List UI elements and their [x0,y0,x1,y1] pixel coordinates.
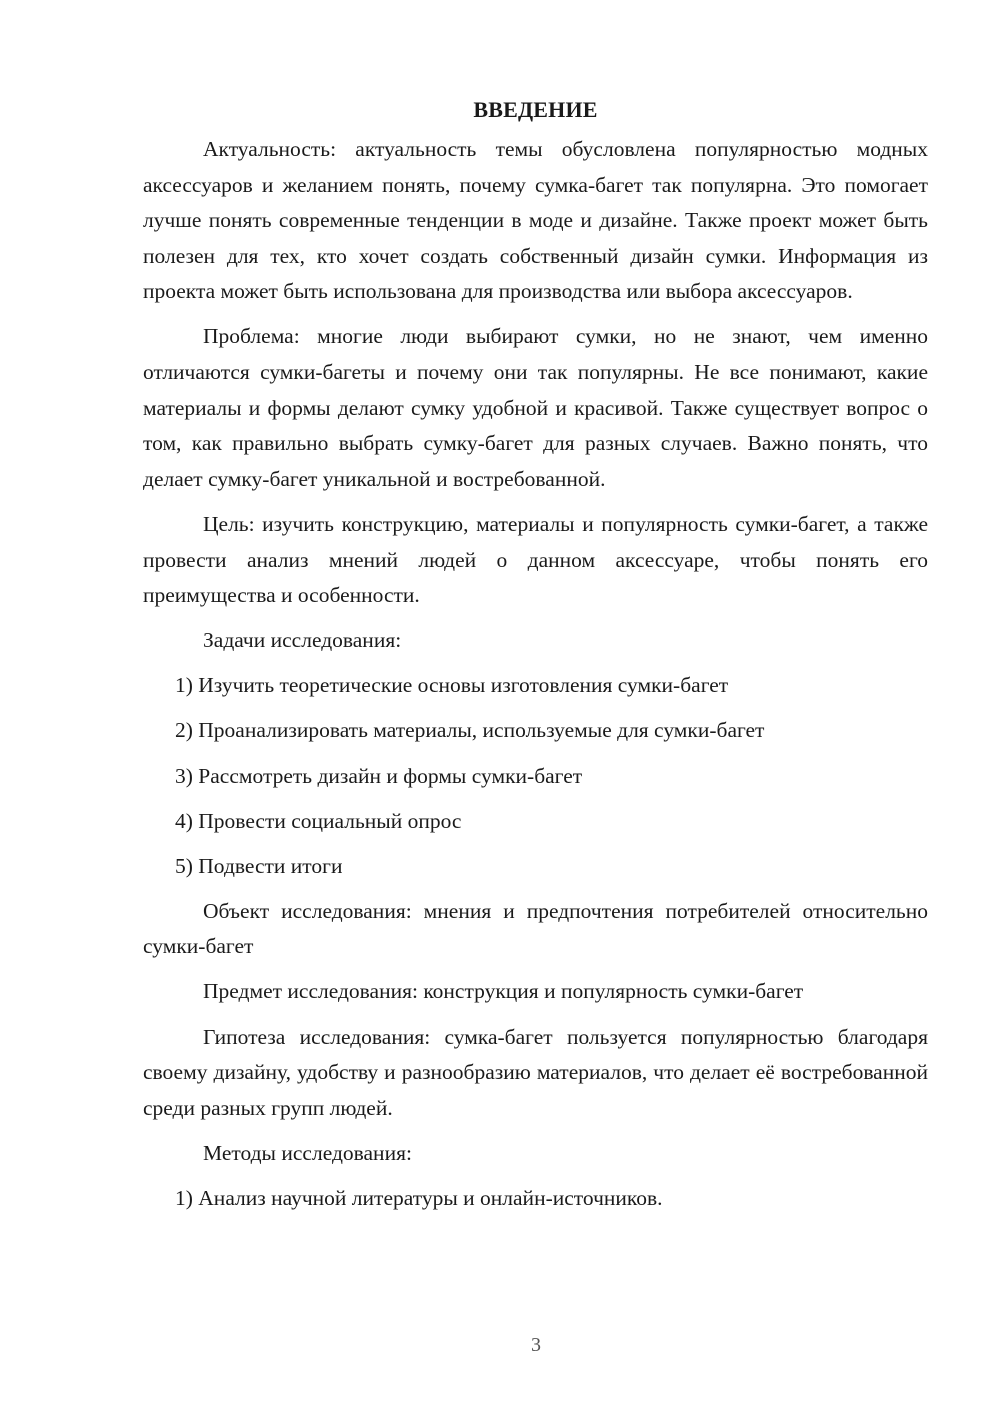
section-title: ВВЕДЕНИЕ [473,97,598,122]
task-item: 5) Подвести итоги [175,853,343,878]
hypothesis-paragraph: Гипотеза исследования: сумка-багет пользуется популярностью благодаря своему дизайну, удобству и разнообразию материалов, что делает её востребованной среди разных групп людей. [143,1024,928,1120]
task-item: 2) Проанализировать материалы, используемые для сумки-багет [175,718,765,743]
goal-paragraph: Цель: изучить конструкцию, материалы и популярность сумки-багет, а также провести анализ мнений людей о данном аксессуаре, чтобы понять его преимущества и особенности. [143,511,928,608]
task-item: 4) Провести социальный опрос [175,808,462,833]
methods-list [143,1181,928,1217]
subject-paragraph: Предмет исследования: конструкция и популярность сумки-багет [203,979,804,1004]
problem-paragraph: Проблема: многие люди выбирают сумки, но не знают, чем именно отличаются сумки-багеты и почему они так популярны. Не все понимают, какие материалы и формы делают сумку удобной и красивой. Также существует вопрос о том, как правильно выбрать сумку-багет для разных случаев. Важно понять, что делает сумку-багет уникальной и востребованной. [143,324,928,491]
method-item: 1) Анализ научной литературы и онлайн-источников. [175,1185,663,1210]
tasks-heading: Задачи исследования: [203,628,402,653]
task-item: 3) Рассмотреть дизайн и формы сумки-багет [175,763,583,788]
document-page [143,92,928,1226]
relevance-paragraph: Актуальность: актуальность темы обусловлена популярностью модных аксессуаров и желанием понять, почему сумка-багет так популярна. Это помогает лучше понять современные тенденции в моде и дизайне. Также проект может быть полезен для тех, кто хочет создать собственный дизайн сумки. Информация из проекта может быть использована для производства или выбора аксессуаров. [143,137,928,304]
methods-heading: Методы исследования: [203,1140,412,1165]
object-paragraph: Объект исследования: мнения и предпочтения потребителей относительно сумки-багет [143,898,928,959]
page-number: 3 [531,1334,541,1356]
tasks-list [143,668,928,884]
task-item: 1) Изучить теоретические основы изготовления сумки-багет [175,673,729,698]
